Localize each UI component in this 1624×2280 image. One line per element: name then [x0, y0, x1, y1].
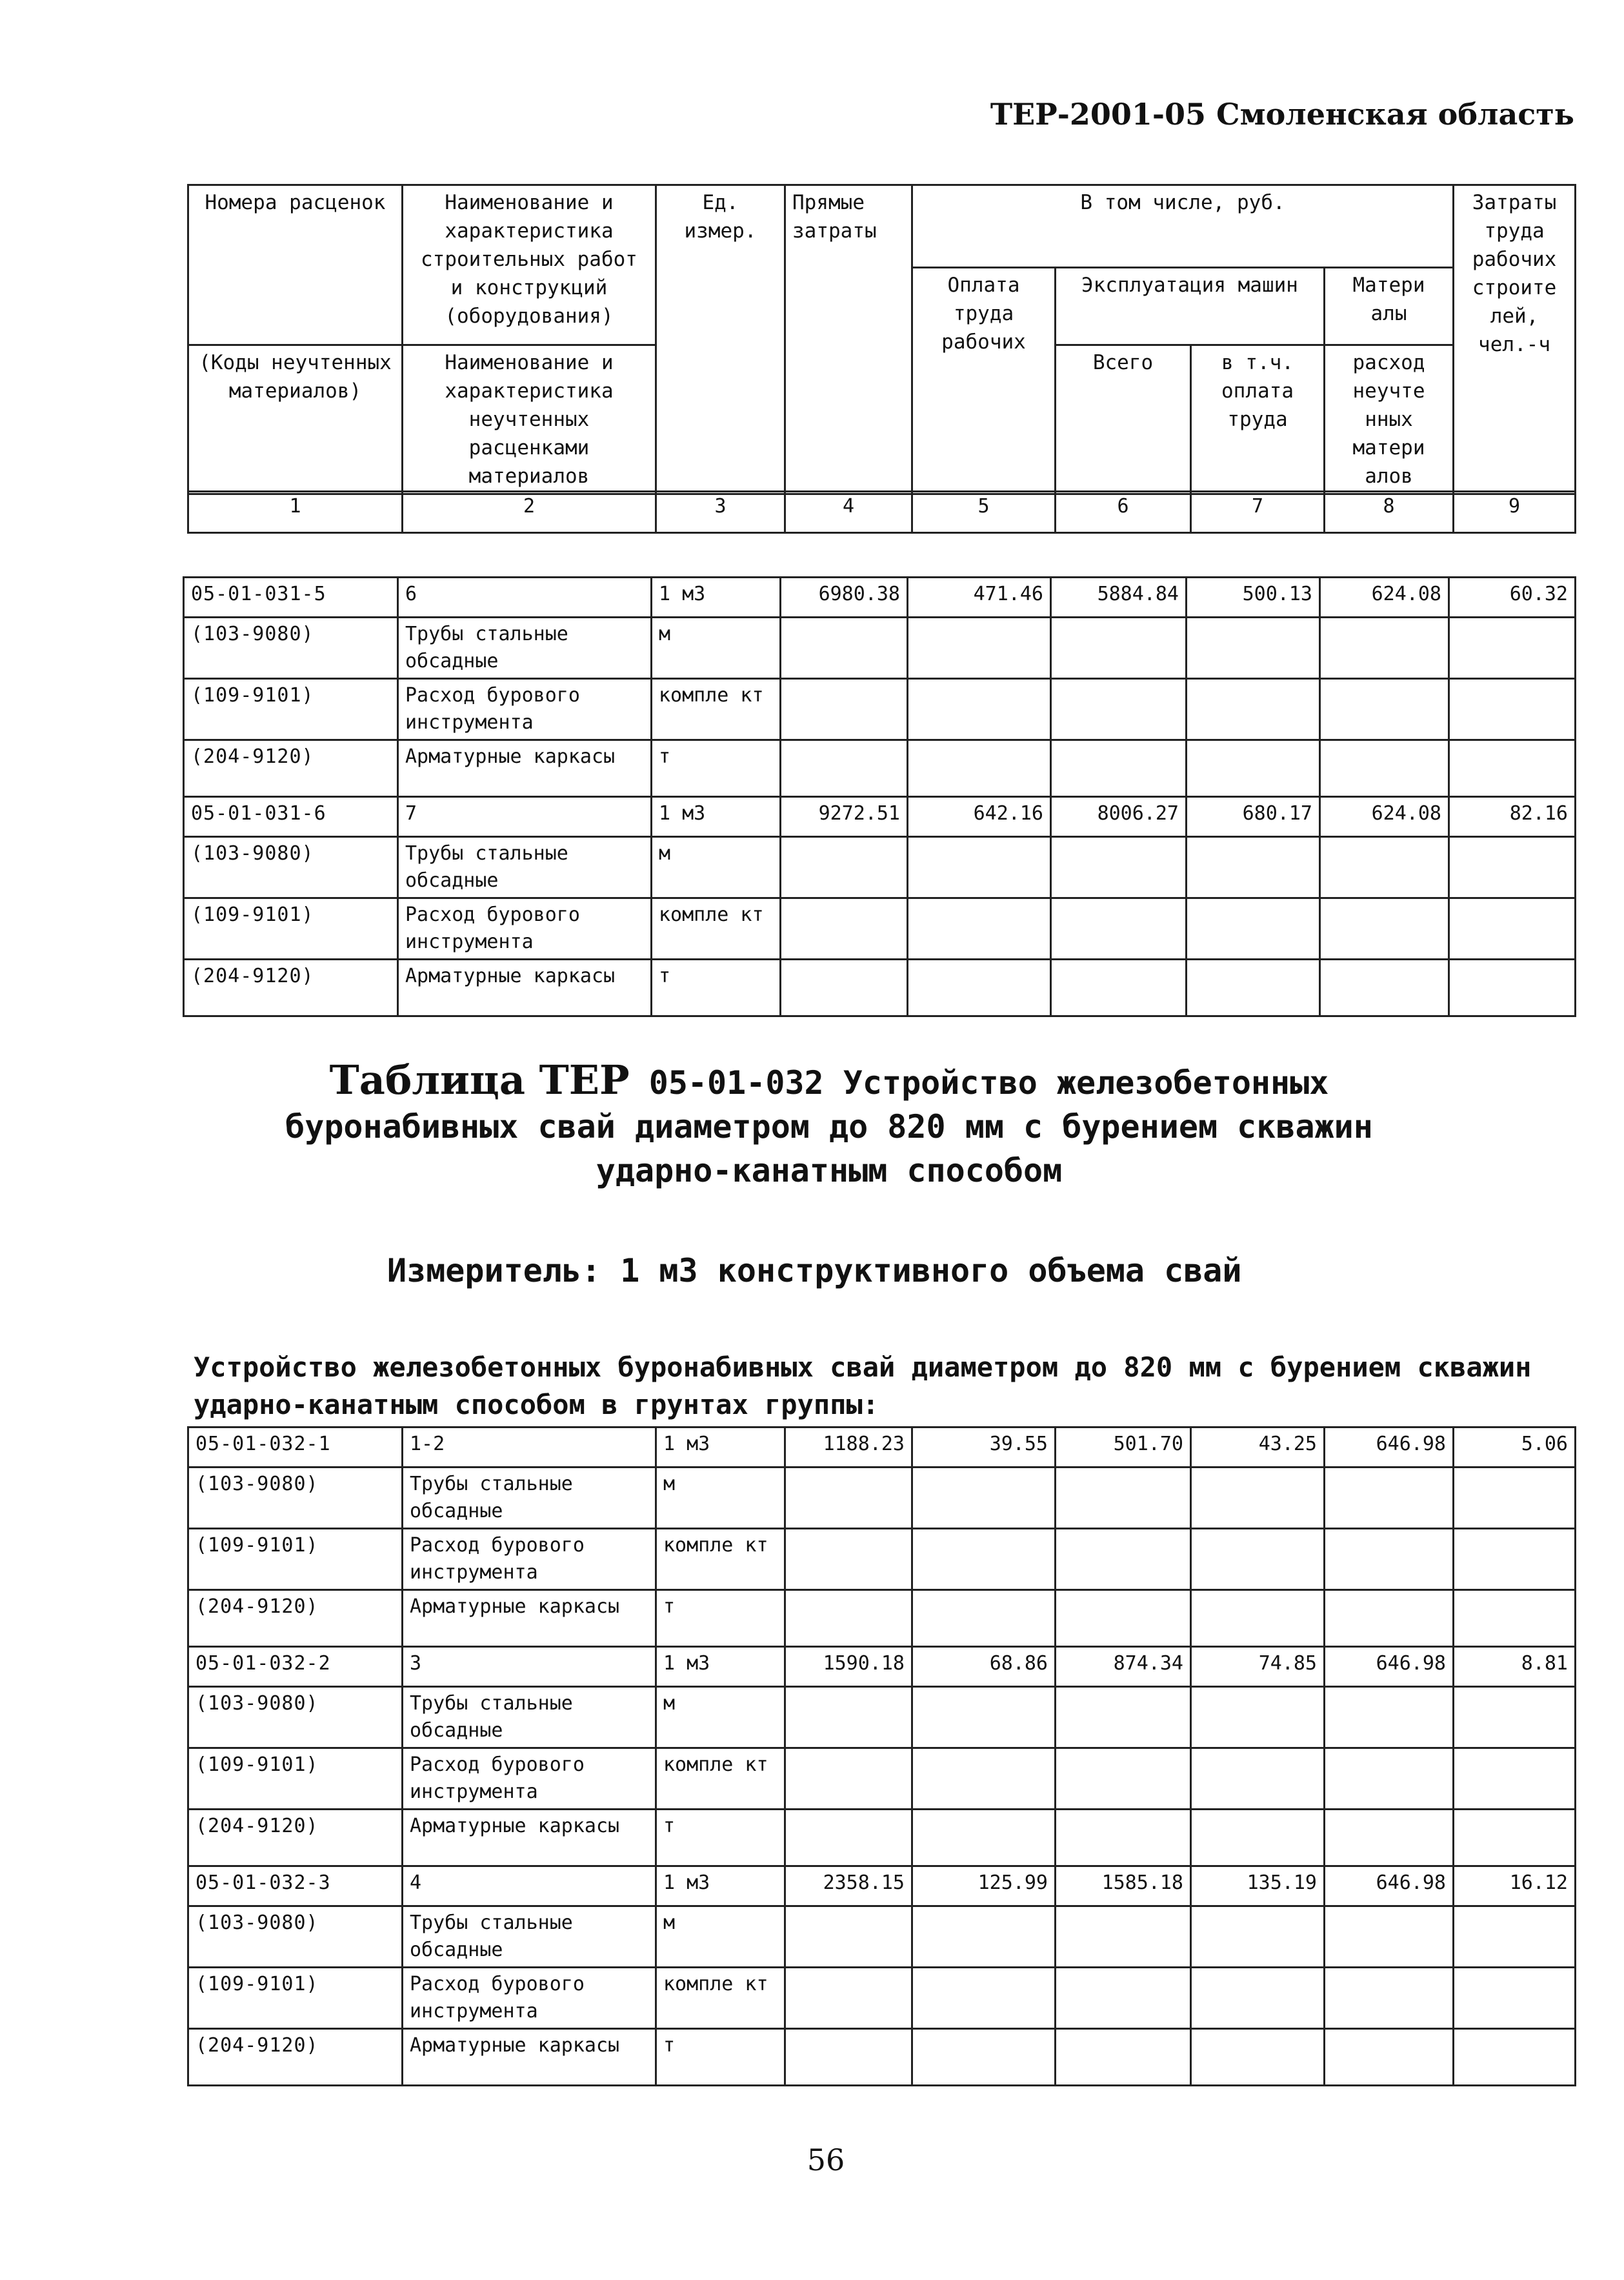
labor-hours-cell	[1449, 898, 1576, 960]
machines-labor-cell: 500.13	[1187, 578, 1320, 618]
column-number: 6	[1056, 492, 1191, 533]
direct-costs-cell	[781, 837, 908, 898]
machines-total-cell	[1051, 618, 1187, 679]
labor-pay-cell	[912, 2029, 1056, 2086]
rate-row	[184, 578, 1576, 618]
direct-costs-cell	[785, 1687, 912, 1748]
materials-cell: 624.08	[1320, 797, 1449, 837]
machines-total-cell	[1056, 1748, 1191, 1810]
materials-cell	[1320, 898, 1449, 960]
labor-pay-cell	[912, 1687, 1056, 1748]
machines-labor-cell	[1191, 1529, 1325, 1590]
item-name: Расход бурового инструмента	[403, 1748, 656, 1810]
material-row	[184, 618, 1576, 679]
direct-costs-cell: 1590.18	[785, 1647, 912, 1687]
labor-hours-cell: 16.12	[1454, 1866, 1576, 1906]
labor-pay-cell	[912, 1968, 1056, 2029]
rate-row	[188, 1428, 1576, 1468]
labor-pay-cell	[908, 740, 1051, 797]
rate-code: (109-9101)	[184, 679, 398, 740]
item-name: Арматурные каркасы	[403, 2029, 656, 2086]
machines-labor-cell: 43.25	[1191, 1428, 1325, 1468]
column-number: 1	[188, 492, 403, 533]
item-name: 3	[403, 1647, 656, 1687]
machines-total-cell	[1051, 740, 1187, 797]
column-number: 5	[912, 492, 1056, 533]
machines-total-cell	[1056, 1468, 1191, 1529]
page-number: 56	[807, 2143, 845, 2177]
header-rate-numbers: Номера расценок	[188, 185, 403, 345]
labor-hours-cell	[1454, 2029, 1576, 2086]
labor-pay-cell	[912, 1590, 1056, 1647]
direct-costs-cell	[785, 1968, 912, 2029]
table-description: Устройство железобетонных буронабивных свай диаметром до 820 мм с бурением скважин ударно-канатным способом в грунтах группы:	[194, 1351, 1532, 1420]
machines-total-cell: 8006.27	[1051, 797, 1187, 837]
unit-cell: м	[656, 1906, 785, 1968]
direct-costs-cell	[785, 1468, 912, 1529]
rate-code: (103-9080)	[188, 1906, 403, 1968]
unit-cell: м	[656, 1687, 785, 1748]
rate-code: 05-01-032-1	[188, 1428, 403, 1468]
header-materials-consumption: расход неучте нных матери алов	[1325, 345, 1454, 494]
machines-labor-cell	[1191, 1687, 1325, 1748]
rate-code: 05-01-031-5	[184, 578, 398, 618]
column-numbers-row	[187, 490, 1576, 534]
machines-total-cell: 501.70	[1056, 1428, 1191, 1468]
unit-cell: компле кт	[652, 898, 781, 960]
machines-total-cell	[1056, 1687, 1191, 1748]
labor-hours-cell	[1454, 1468, 1576, 1529]
unit-cell: т	[656, 1810, 785, 1866]
machines-labor-cell	[1187, 618, 1320, 679]
unit-cell: компле кт	[652, 679, 781, 740]
header-including: В том числе, руб.	[912, 185, 1454, 268]
labor-hours-cell	[1449, 837, 1576, 898]
materials-cell	[1325, 1468, 1454, 1529]
machines-total-cell	[1051, 679, 1187, 740]
labor-pay-cell: 471.46	[908, 578, 1051, 618]
item-name: Расход бурового инструмента	[403, 1968, 656, 2029]
machines-total-cell: 874.34	[1056, 1647, 1191, 1687]
unit-cell: 1 м3	[656, 1428, 785, 1468]
column-number: 7	[1191, 492, 1325, 533]
column-number: 8	[1325, 492, 1454, 533]
machines-total-cell	[1051, 960, 1187, 1016]
unit-cell: т	[652, 740, 781, 797]
item-name: 7	[398, 797, 652, 837]
unit-cell: т	[656, 2029, 785, 2086]
machines-labor-cell	[1191, 1590, 1325, 1647]
rates-table-032	[187, 1426, 1576, 2086]
rate-code: (204-9120)	[184, 740, 398, 797]
machines-labor-cell	[1191, 1968, 1325, 2029]
unit-cell: м	[652, 837, 781, 898]
labor-hours-cell	[1454, 1810, 1576, 1866]
table-title-label: Таблица ТЕР	[329, 1056, 630, 1104]
unit-cell: т	[652, 960, 781, 1016]
unit-cell: м	[656, 1468, 785, 1529]
item-name: Трубы стальные обсадные	[398, 837, 652, 898]
machines-labor-cell	[1187, 837, 1320, 898]
direct-costs-cell	[781, 960, 908, 1016]
labor-pay-cell	[908, 960, 1051, 1016]
labor-hours-cell	[1454, 1968, 1576, 2029]
material-row	[184, 740, 1576, 797]
unit-cell: 1 м3	[652, 797, 781, 837]
unit-cell: компле кт	[656, 1529, 785, 1590]
machines-total-cell: 5884.84	[1051, 578, 1187, 618]
labor-hours-cell: 5.06	[1454, 1428, 1576, 1468]
machines-labor-cell	[1187, 740, 1320, 797]
rate-code: (204-9120)	[188, 1810, 403, 1866]
material-row	[188, 1968, 1576, 2029]
material-row	[188, 1590, 1576, 1647]
header-labor-pay: Оплата труда рабочих	[912, 268, 1056, 494]
header-unaccounted-codes: (Коды неучтенных материалов)	[188, 345, 403, 494]
running-header: ТЕР-2001-05 Смоленская область	[990, 97, 1574, 132]
item-name: 1-2	[403, 1428, 656, 1468]
measurer: Измеритель: 1 м3 конструктивного объема свай	[387, 1252, 1242, 1289]
unit-cell: 1 м3	[656, 1866, 785, 1906]
machines-labor-cell	[1187, 898, 1320, 960]
machines-total-cell	[1056, 1590, 1191, 1647]
item-name: Трубы стальные обсадные	[398, 618, 652, 679]
column-number: 3	[656, 492, 785, 533]
machines-labor-cell: 135.19	[1191, 1866, 1325, 1906]
labor-hours-cell	[1454, 1748, 1576, 1810]
machines-total-cell	[1056, 1968, 1191, 2029]
item-name: Трубы стальные обсадные	[403, 1906, 656, 1968]
machines-labor-cell: 680.17	[1187, 797, 1320, 837]
machines-total-cell	[1056, 2029, 1191, 2086]
materials-cell	[1325, 1906, 1454, 1968]
material-row	[184, 960, 1576, 1016]
column-number: 4	[785, 492, 912, 533]
direct-costs-cell	[781, 898, 908, 960]
material-row	[188, 1468, 1576, 1529]
header-unaccounted-name: Наименование и характеристика неучтенных расценками материалов	[403, 345, 656, 494]
column-number: 9	[1454, 492, 1576, 533]
labor-hours-cell	[1454, 1906, 1576, 1968]
direct-costs-cell	[781, 618, 908, 679]
rate-code: (109-9101)	[188, 1748, 403, 1810]
labor-pay-cell: 642.16	[908, 797, 1051, 837]
rate-code: 05-01-032-2	[188, 1647, 403, 1687]
labor-hours-cell	[1449, 740, 1576, 797]
machines-total-cell	[1051, 898, 1187, 960]
materials-cell	[1320, 740, 1449, 797]
materials-cell	[1320, 960, 1449, 1016]
unit-cell: т	[656, 1590, 785, 1647]
item-name: Расход бурового инструмента	[398, 898, 652, 960]
materials-cell	[1325, 1529, 1454, 1590]
unit-cell: 1 м3	[656, 1647, 785, 1687]
item-name: Арматурные каркасы	[398, 740, 652, 797]
materials-cell	[1325, 1810, 1454, 1866]
materials-cell	[1325, 1748, 1454, 1810]
direct-costs-cell	[785, 1906, 912, 1968]
header-materials: Матери алы	[1325, 268, 1454, 345]
item-name: Расход бурового инструмента	[398, 679, 652, 740]
machines-total-cell: 1585.18	[1056, 1866, 1191, 1906]
machines-total-cell	[1056, 1529, 1191, 1590]
direct-costs-cell	[785, 1748, 912, 1810]
materials-cell: 646.98	[1325, 1866, 1454, 1906]
rate-code: 05-01-031-6	[184, 797, 398, 837]
header-machines: Эксплуатация машин	[1056, 268, 1325, 345]
direct-costs-cell	[781, 679, 908, 740]
materials-cell	[1325, 1590, 1454, 1647]
header-work-name: Наименование и характеристика строительных работ и конструкций (оборудования)	[403, 185, 656, 345]
header-unit: Ед. измер.	[656, 185, 785, 494]
rate-code: (109-9101)	[188, 1529, 403, 1590]
table-title-line1: Устройство железобетонных	[843, 1064, 1329, 1102]
machines-labor-cell	[1187, 679, 1320, 740]
direct-costs-cell	[785, 1590, 912, 1647]
machines-labor-cell	[1191, 2029, 1325, 2086]
table-title-number: 05-01-032	[648, 1064, 824, 1102]
material-row	[184, 679, 1576, 740]
rate-code: (204-9120)	[188, 2029, 403, 2086]
materials-cell: 646.98	[1325, 1428, 1454, 1468]
material-row	[184, 837, 1576, 898]
table-title	[168, 1058, 1490, 1193]
labor-hours-cell: 8.81	[1454, 1647, 1576, 1687]
labor-hours-cell	[1454, 1687, 1576, 1748]
machines-labor-cell	[1191, 1906, 1325, 1968]
table-title-line3: ударно-канатным способом	[596, 1152, 1063, 1189]
rate-code: (204-9120)	[188, 1590, 403, 1647]
machines-total-cell	[1056, 1810, 1191, 1866]
labor-pay-cell: 39.55	[912, 1428, 1056, 1468]
machines-labor-cell	[1191, 1468, 1325, 1529]
labor-hours-cell	[1449, 618, 1576, 679]
labor-pay-cell	[908, 837, 1051, 898]
materials-cell	[1320, 618, 1449, 679]
rate-code: (103-9080)	[188, 1687, 403, 1748]
labor-pay-cell	[912, 1529, 1056, 1590]
direct-costs-cell: 2358.15	[785, 1866, 912, 1906]
machines-total-cell	[1051, 837, 1187, 898]
labor-pay-cell: 125.99	[912, 1866, 1056, 1906]
direct-costs-cell	[785, 2029, 912, 2086]
materials-cell	[1320, 679, 1449, 740]
direct-costs-cell	[785, 1529, 912, 1590]
rate-code: (109-9101)	[184, 898, 398, 960]
rate-code: (103-9080)	[184, 837, 398, 898]
material-row	[188, 1687, 1576, 1748]
item-name: Трубы стальные обсадные	[403, 1687, 656, 1748]
rate-row	[188, 1647, 1576, 1687]
item-name: Арматурные каркасы	[403, 1590, 656, 1647]
labor-pay-cell	[912, 1468, 1056, 1529]
materials-cell	[1325, 2029, 1454, 2086]
labor-pay-cell	[912, 1906, 1056, 1968]
labor-pay-cell	[908, 898, 1051, 960]
direct-costs-cell: 9272.51	[781, 797, 908, 837]
rate-code: (204-9120)	[184, 960, 398, 1016]
header-labor-cost: Затраты труда рабочих строите лей, чел.-ч	[1454, 185, 1576, 494]
material-row	[188, 1810, 1576, 1866]
labor-hours-cell	[1449, 960, 1576, 1016]
rate-row	[184, 797, 1576, 837]
direct-costs-cell: 6980.38	[781, 578, 908, 618]
unit-cell: компле кт	[656, 1748, 785, 1810]
materials-cell	[1320, 837, 1449, 898]
machines-labor-cell	[1187, 960, 1320, 1016]
labor-pay-cell: 68.86	[912, 1647, 1056, 1687]
materials-cell	[1325, 1687, 1454, 1748]
rates-table-031	[183, 576, 1576, 1017]
item-name: 6	[398, 578, 652, 618]
unit-cell: м	[652, 618, 781, 679]
labor-hours-cell: 82.16	[1449, 797, 1576, 837]
column-number: 2	[403, 492, 656, 533]
header-machines-labor: в т.ч. оплата труда	[1191, 345, 1325, 494]
labor-hours-cell: 60.32	[1449, 578, 1576, 618]
material-row	[188, 1748, 1576, 1810]
labor-pay-cell	[908, 679, 1051, 740]
rate-code: 05-01-032-3	[188, 1866, 403, 1906]
column-header-table	[187, 184, 1576, 495]
machines-total-cell	[1056, 1906, 1191, 1968]
material-row	[184, 898, 1576, 960]
rate-code: (109-9101)	[188, 1968, 403, 2029]
table-title-line2: буронабивных свай диаметром до 820 мм с бурением скважин	[285, 1108, 1373, 1145]
labor-hours-cell	[1449, 679, 1576, 740]
header-machines-total: Всего	[1056, 345, 1191, 494]
direct-costs-cell	[781, 740, 908, 797]
machines-labor-cell	[1191, 1810, 1325, 1866]
item-name: 4	[403, 1866, 656, 1906]
rate-code: (103-9080)	[184, 618, 398, 679]
machines-labor-cell	[1191, 1748, 1325, 1810]
labor-pay-cell	[908, 618, 1051, 679]
rate-row	[188, 1866, 1576, 1906]
materials-cell: 624.08	[1320, 578, 1449, 618]
material-row	[188, 1906, 1576, 1968]
item-name: Арматурные каркасы	[398, 960, 652, 1016]
materials-cell: 646.98	[1325, 1647, 1454, 1687]
materials-cell	[1325, 1968, 1454, 2029]
material-row	[188, 1529, 1576, 1590]
rate-code: (103-9080)	[188, 1468, 403, 1529]
unit-cell: компле кт	[656, 1968, 785, 2029]
unit-cell: 1 м3	[652, 578, 781, 618]
direct-costs-cell: 1188.23	[785, 1428, 912, 1468]
machines-labor-cell: 74.85	[1191, 1647, 1325, 1687]
labor-hours-cell	[1454, 1529, 1576, 1590]
material-row	[188, 2029, 1576, 2086]
header-direct-costs: Прямые затраты	[785, 185, 912, 494]
labor-hours-cell	[1454, 1590, 1576, 1647]
direct-costs-cell	[785, 1810, 912, 1866]
labor-pay-cell	[912, 1748, 1056, 1810]
item-name: Трубы стальные обсадные	[403, 1468, 656, 1529]
labor-pay-cell	[912, 1810, 1056, 1866]
item-name: Арматурные каркасы	[403, 1810, 656, 1866]
item-name: Расход бурового инструмента	[403, 1529, 656, 1590]
